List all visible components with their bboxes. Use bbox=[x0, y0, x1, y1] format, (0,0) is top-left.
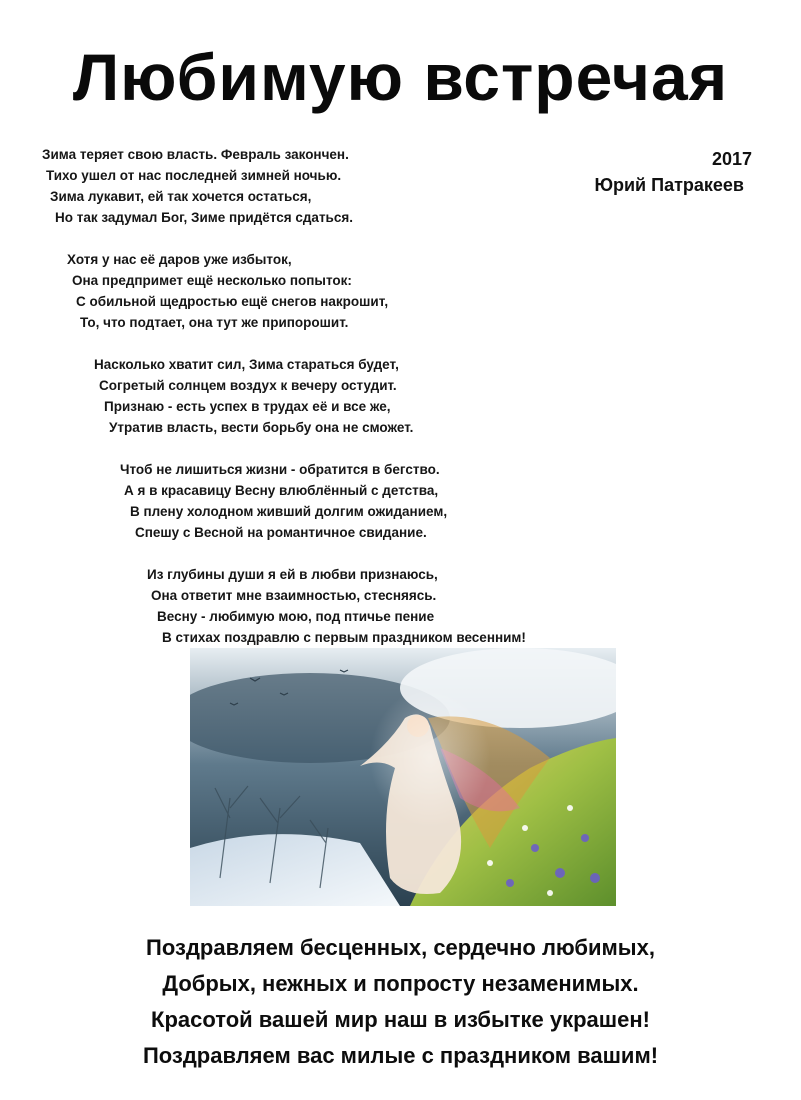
poem-line: А я в красавицу Весну влюблённый с детства, bbox=[124, 483, 439, 498]
greeting-line: Красотой вашей мир наш в избытке украшен! bbox=[151, 1007, 650, 1032]
poem-body bbox=[0, 144, 801, 669]
poem-line: Она ответит мне взаимностью, стесняясь. bbox=[151, 588, 437, 603]
stanza-5 bbox=[0, 564, 801, 648]
poem-line: Весну - любимую мою, под птичье пение bbox=[157, 609, 435, 624]
greeting-line: Добрых, нежных и попросту незаменимых. bbox=[162, 971, 639, 996]
poem-line: С обильной щедростью ещё снегов накрошит, bbox=[76, 294, 389, 309]
poem-line: Она предпримет ещё несколько попыток: bbox=[72, 273, 352, 288]
poem-line: Тихо ушел от нас последней зимней ночью. bbox=[46, 168, 342, 183]
spring-winter-illustration bbox=[190, 648, 616, 906]
poem-year: 2017 bbox=[711, 149, 752, 169]
poem-line: Хотя у нас её даров уже избыток, bbox=[67, 252, 292, 267]
poem-line: Спешу с Весной на романтичное свидание. bbox=[135, 525, 427, 540]
poem-line: Насколько хватит сил, Зима стараться будет, bbox=[94, 357, 399, 372]
poem-line: Признаю - есть успех в трудах её и все же, bbox=[104, 399, 391, 414]
poem-title: Любимую встречая bbox=[72, 40, 729, 114]
poem-line: Чтоб не лишиться жизни - обратится в бегство. bbox=[120, 462, 440, 477]
stanza-4 bbox=[0, 459, 801, 543]
poem-line: Зима лукавит, ей так хочется остаться, bbox=[50, 189, 312, 204]
poem-line: Но так задумал Бог, Зиме придётся сдаться. bbox=[55, 210, 353, 225]
poem-line: Согретый солнцем воздух к вечеру остудит. bbox=[99, 378, 397, 393]
stanza-1 bbox=[0, 144, 801, 228]
greeting-line: Поздравляем вас милые с праздником вашим! bbox=[142, 1043, 659, 1068]
poem-line: Утратив власть, вести борьбу она не сможет. bbox=[109, 420, 414, 435]
greeting-verse bbox=[0, 930, 801, 1074]
poem-author: Юрий Патракеев bbox=[594, 175, 744, 195]
poem-line: Зима теряет свою власть. Февраль закончен. bbox=[42, 147, 349, 162]
greeting-line: Поздравляем бесценных, сердечно любимых, bbox=[146, 935, 655, 960]
poem-line: В плену холодном живший долгим ожиданием, bbox=[130, 504, 448, 519]
stanza-3 bbox=[0, 354, 801, 438]
light-glow bbox=[370, 688, 490, 828]
poem-line: То, что подтает, она тут же припорошит. bbox=[80, 315, 349, 330]
stanza-2 bbox=[0, 249, 801, 333]
poem-line: Из глубины души я ей в любви признаюсь, bbox=[147, 567, 438, 582]
poem-line: В стихах поздравлю с первым праздником весенним! bbox=[162, 630, 526, 645]
illustration-svg bbox=[190, 648, 616, 906]
